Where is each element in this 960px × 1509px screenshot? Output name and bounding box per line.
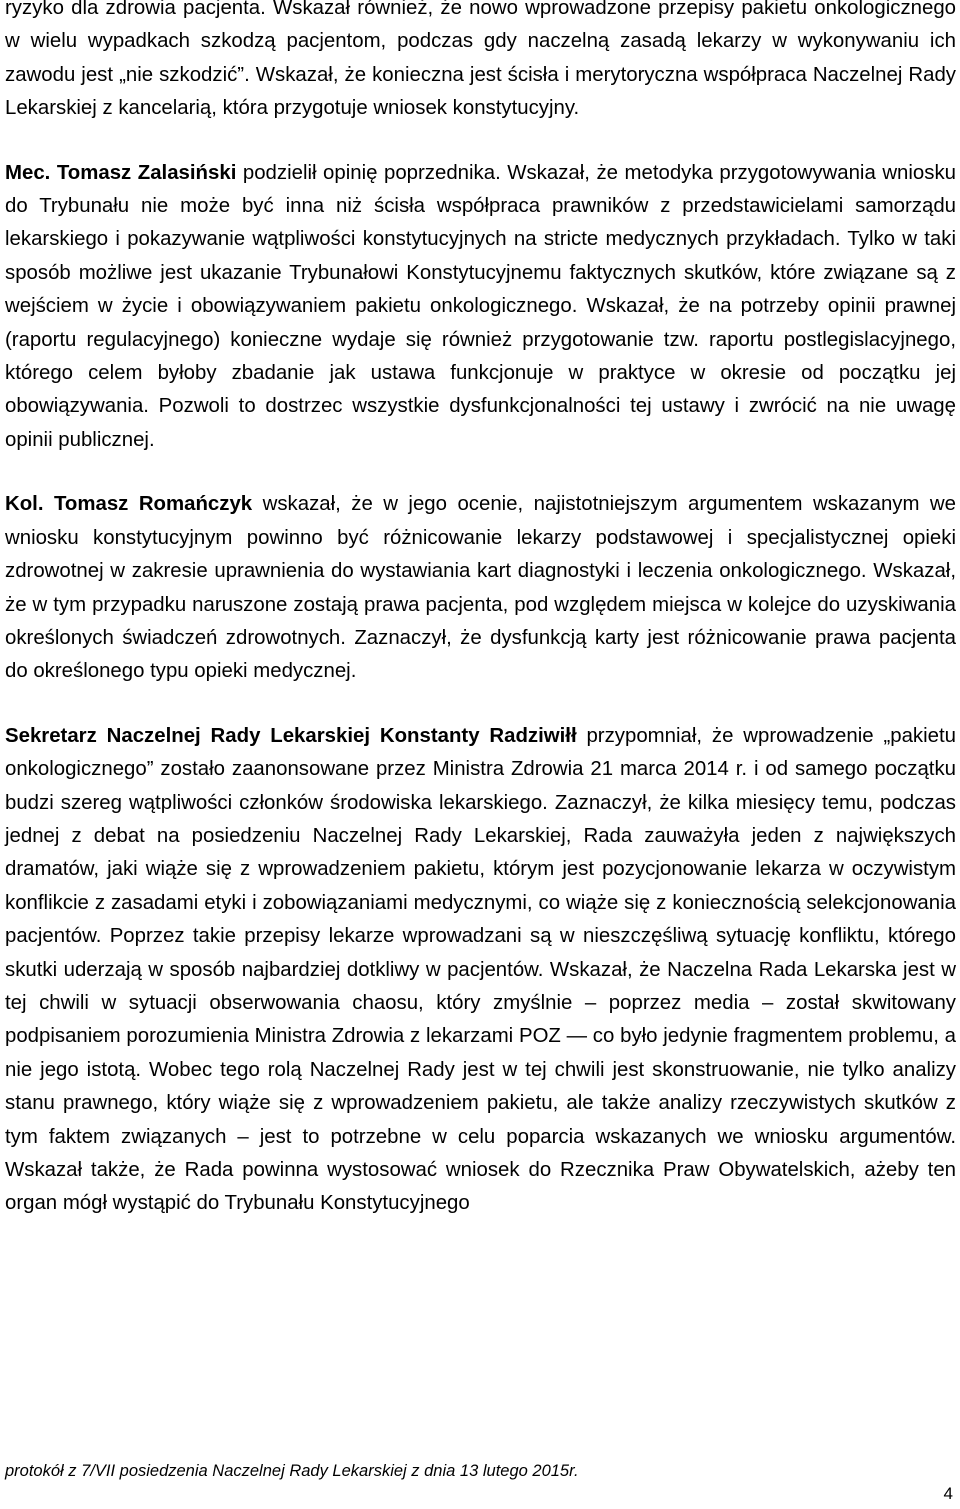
paragraph-romanczyk [5,488,956,688]
paragraph-text: przypomniał, że wprowadzenie „pakietu onkologicznego” zostało zaanonsowane przez Ministra Zdrowia 21 marca 2014 r. i od samego początku budzi szereg wątpliwości członków środowiska lekarskiego. Zaznaczył, że kilka miesięcy temu, podczas jednej z debat na posiedzeniu Naczelnej Rady Lekarskiej, Rada zauważyła jeden z największych dramatów, jaki wiąże się z wprowadzeniem pakietu, którym jest pozycjonowanie lekarza w oczywistym konflikcie z zasadami etyki i zobowiązaniami medycznymi, co wiąże się z koniecznością selekcjonowania pacjentów. Poprzez takie przepisy lekarze wprowadzani są w nieszczęśliwą sytuację konfliktu, którego skutki uderzają w sposób najbardziej dotkliwy w pacjentów. Wskazał, że Naczelna Rada Lekarska jest w tej chwili w sytuacji obserwowania chaosu, który zmyślnie – poprzez media – został skwitowany podpisaniem porozumienia Ministra Zdrowia z lekarzami POZ — co było jedynie fragmentem problemu, a nie jego istotą. Wobec tego rolą Naczelnej Rady jest w tej chwili jest skonstruowanie, nie tylko analizy stanu prawnego, który wiąże się z wprowadzeniem pakietu, ale także analizy rzeczywistych skutków z tym faktem związanych – jest to potrzebne w celu poparcia wskazanych we wniosku argumentów. Wskazał także, że Rada powinna wystosować wniosek do Rzecznika Praw Obywatelskich, ażeby ten organ mógł wystąpić do Trybunału Konstytucyjnego [5,724,956,1215]
paragraph-patient-risk [5,0,956,126]
page-number: 4 [943,1484,953,1503]
paragraph-zalasinski [5,157,956,458]
document-page [5,0,956,1221]
speaker-name: Mec. Tomasz Zalasiński [5,161,237,184]
paragraph-text: podzielił opinię poprzednika. Wskazał, że metodyka przygotowywania wniosku do Trybunału nie może być inna niż ścisła współpraca prawników z przedstawicielami samorządu lekarskiego i pokazywanie wątpliwości konstytucyjnych na stricte medycznych przykładach. Tylko w taki sposób możliwe jest ukazanie Trybunałowi Konstytucyjnemu faktycznych skutków, które związane są z wejściem w życie i obowiązywaniem pakietu onkologicznego. Wskazał, że na potrzeby opinii prawnej (raportu regulacyjnego) konieczne wydaje się również przygotowanie tzw. raportu postlegislacyjnego, którego celem byłoby zbadanie jak ustawa funkcjonuje w praktyce w okresie od początku jej obowiązywania. Pozwoli to dostrzec wszystkie dysfunkcjonalności tej ustawy i zwrócić na nie uwagę opinii publicznej. [5,161,956,451]
speaker-name: Sekretarz Naczelnej Rady Lekarskiej Konstanty Radziwiłł [5,724,577,747]
page-footer: protokół z 7/VII posiedzenia Naczelnej Rady Lekarskiej z dnia 13 lutego 2015r. [5,1462,579,1480]
paragraph-radziwill [5,720,956,1221]
speaker-name: Kol. Tomasz Romańczyk [5,493,253,516]
paragraph-text: wskazał, że w jego ocenie, najistotniejszym argumentem wskazanym we wniosku konstytucyjnym powinno być różnicowanie lekarzy podstawowej i specjalistycznej opieki zdrowotnej w zakresie uprawnienia do wystawiania kart diagnostyki i leczenia onkologicznego. Wskazał, że w tym przypadku naruszone zostają prawa pacjenta, pod względem miejsca w kolejce do uzyskiwania określonych świadczeń zdrowotnych. Zaznaczył, że dysfunkcją karty jest różnicowanie prawa pacjenta do określonego typu opieki medycznej. [5,493,956,683]
paragraph-text: ryzyko dla zdrowia pacjenta. Wskazał również, że nowo wprowadzone przepisy pakietu onkologicznego w wielu wypadkach szkodzą pacjentom, podczas gdy naczelną zasadą lekarzy w wykonywaniu ich zawodu jest „nie szkodzić”. Wskazał, że konieczna jest ścisła i merytoryczna współpraca Naczelnej Rady Lekarskiej z kancelarią, która przygotuje wniosek konstytucyjny. [5,0,956,120]
